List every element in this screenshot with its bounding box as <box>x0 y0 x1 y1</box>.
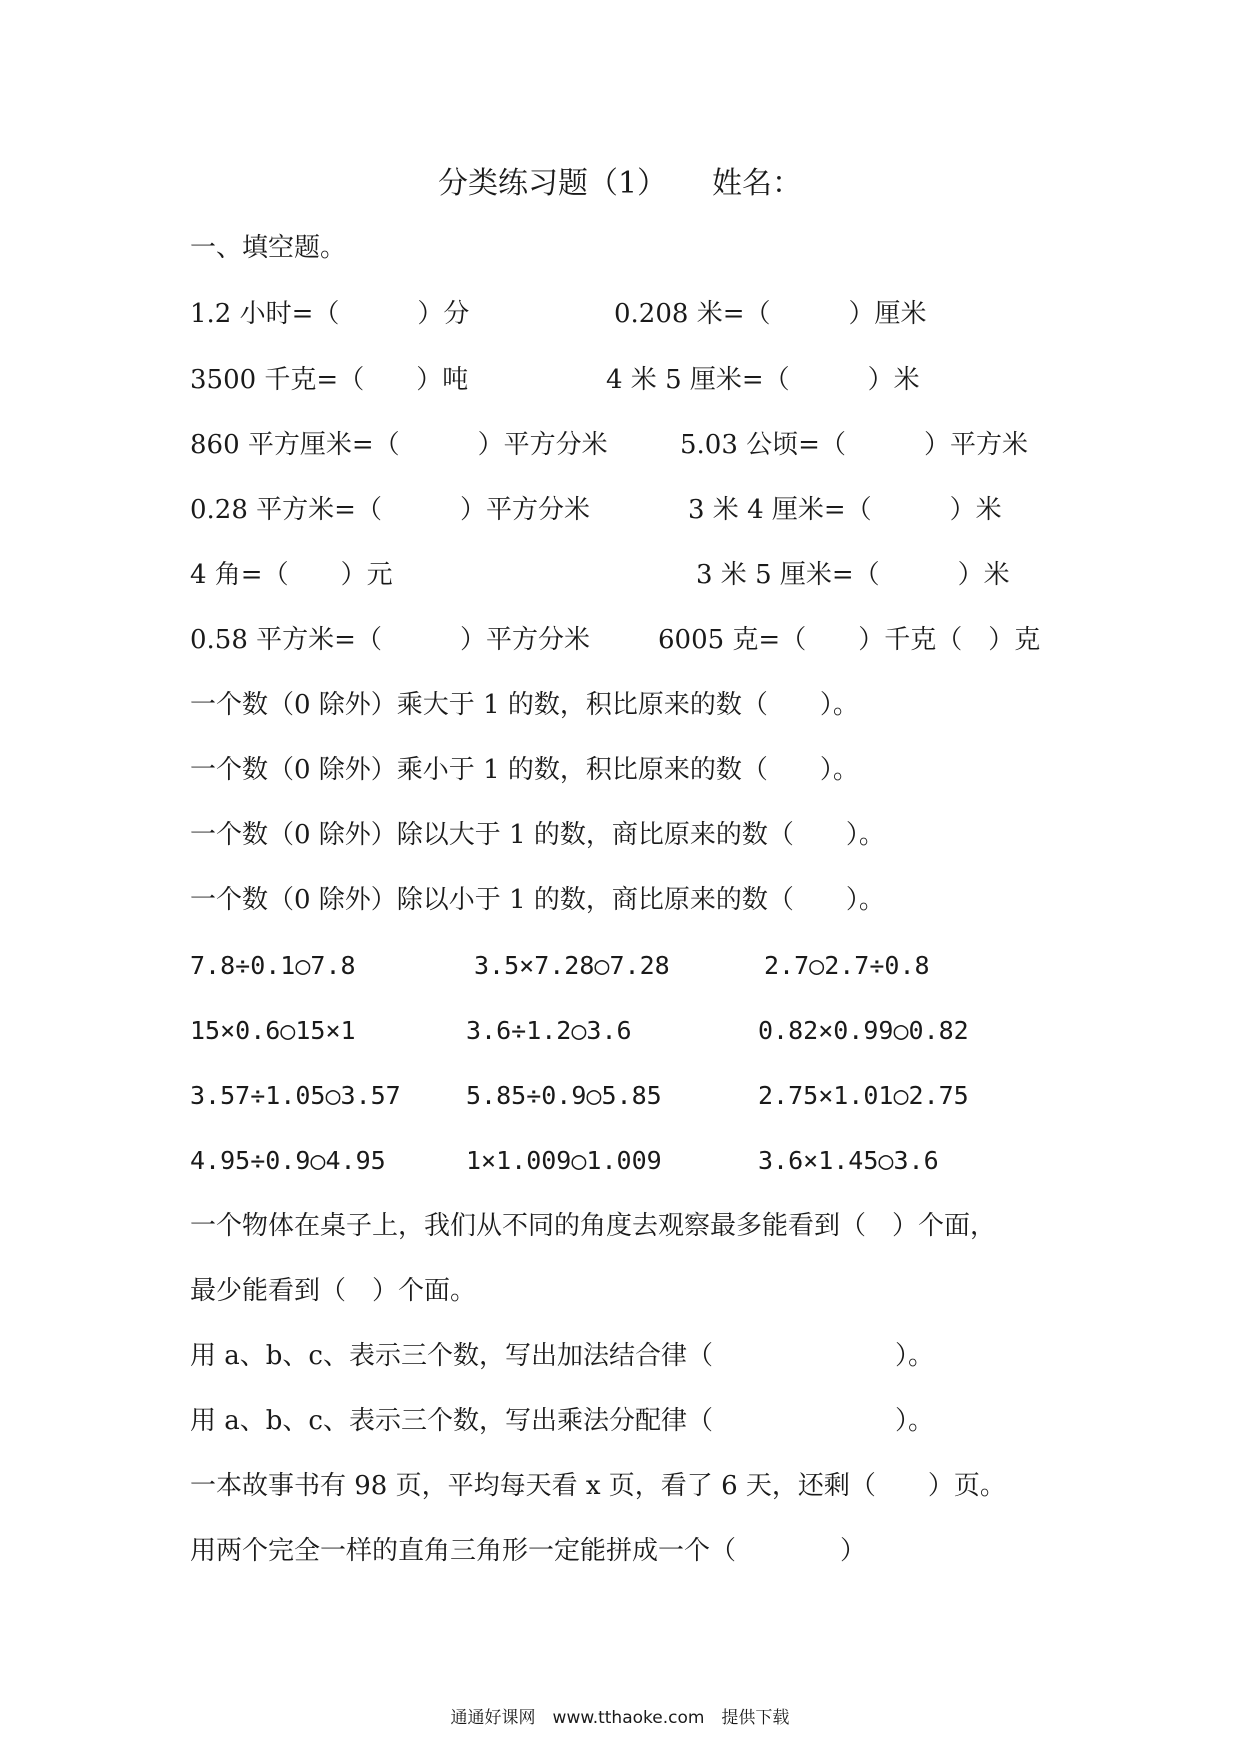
question: 一本故事书有 98 页，平均每天看 x 页，看了 6 天，还剩（ ）页。 <box>190 1471 1006 1501</box>
conversion-left: 1.2 小时=（ ）分 <box>190 299 470 329</box>
conversion-right: 6005 克=（ ）千克（ ）克 <box>658 625 1041 655</box>
conversion-right: 3 米 4 厘米=（ ）米 <box>688 495 1002 525</box>
statement: 一个数（0 除外）除以大于 1 的数，商比原来的数（ ）。 <box>190 820 885 850</box>
statement: 一个数（0 除外）乘大于 1 的数，积比原来的数（ ）。 <box>190 690 859 720</box>
conversion-left: 0.58 平方米=（ ）平方分米 <box>190 625 590 655</box>
question: 用 a、b、c、表示三个数，写出乘法分配律（ ）。 <box>190 1406 934 1436</box>
comparison: 0.82×0.99○0.82 <box>758 1016 969 1045</box>
comparison: 1×1.009○1.009 <box>466 1146 662 1175</box>
comparison: 3.6×1.45○3.6 <box>758 1146 939 1175</box>
conversion-left: 0.28 平方米=（ ）平方分米 <box>190 495 590 525</box>
question: 用 a、b、c、表示三个数，写出加法结合律（ ）。 <box>190 1341 934 1371</box>
statement: 一个数（0 除外）除以小于 1 的数，商比原来的数（ ）。 <box>190 885 885 915</box>
comparison: 3.5×7.28○7.28 <box>474 951 670 980</box>
section-heading-fill-blanks: 一、填空题。 <box>190 233 347 263</box>
conversion-right: 5.03 公顷=（ ）平方米 <box>680 430 1028 460</box>
comparison: 4.95÷0.9○4.95 <box>190 1146 386 1175</box>
comparison: 2.7○2.7÷0.8 <box>764 951 930 980</box>
comparison: 5.85÷0.9○5.85 <box>466 1081 662 1110</box>
conversion-right: 4 米 5 厘米=（ ）米 <box>606 365 920 395</box>
conversion-left: 860 平方厘米=（ ）平方分米 <box>190 430 608 460</box>
conversion-left: 4 角=（ ）元 <box>190 560 393 590</box>
question: 用两个完全一样的直角三角形一定能拼成一个（ ） <box>190 1536 867 1566</box>
comparison: 2.75×1.01○2.75 <box>758 1081 969 1110</box>
conversion-right: 3 米 5 厘米=（ ）米 <box>696 560 1010 590</box>
comparison: 3.6÷1.2○3.6 <box>466 1016 632 1045</box>
statement: 一个数（0 除外）乘小于 1 的数，积比原来的数（ ）。 <box>190 755 859 785</box>
comparison: 3.57÷1.05○3.57 <box>190 1081 401 1110</box>
conversion-right: 0.208 米=（ ）厘米 <box>614 299 927 329</box>
comparison: 7.8÷0.1○7.8 <box>190 951 356 980</box>
question: 最少能看到（ ）个面。 <box>190 1276 477 1306</box>
conversion-left: 3500 千克=（ ）吨 <box>190 365 469 395</box>
comparison: 15×0.6○15×1 <box>190 1016 356 1045</box>
worksheet-title: 分类练习题（1） 姓名： <box>437 166 803 201</box>
footer-source: 通通好课网 www.tthaoke.com 提供下载 <box>450 1708 790 1728</box>
question: 一个物体在桌子上，我们从不同的角度去观察最多能看到（ ）个面， <box>190 1211 997 1241</box>
